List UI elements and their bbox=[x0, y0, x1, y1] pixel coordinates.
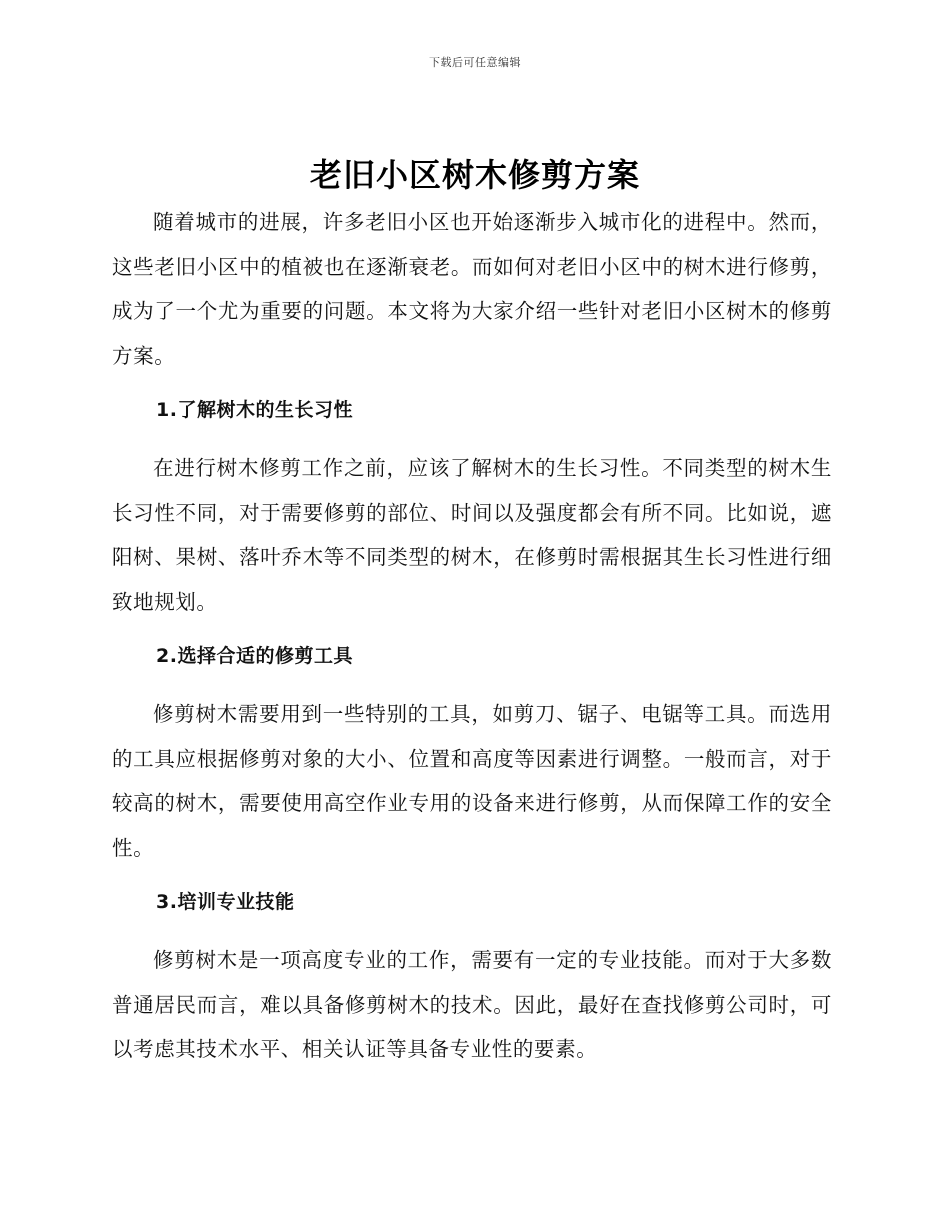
intro-paragraph: 随着城市的进展，许多老旧小区也开始逐渐步入城市化的进程中。然而，这些老旧小区中的植被也在逐渐衰老。而如何对老旧小区中的树木进行修剪，成为了一个尤为重要的问题。本文将为大家介绍一些针对老旧小区树木的修剪方案。 bbox=[112, 210, 832, 368]
section-body-1: 在进行树木修剪工作之前，应该了解树木的生长习性。不同类型的树木生长习性不同，对于需要修剪的部位、时间以及强度都会有所不同。比如说，遮阳树、果树、落叶乔木等不同类型的树木，在修剪时需根据其生长习性进行细致地规划。 bbox=[112, 456, 832, 614]
document-title: 老旧小区树木修剪方案 bbox=[309, 156, 640, 194]
header-note: 下载后可任意编辑 bbox=[429, 56, 521, 69]
section-heading-3: 3.培训专业技能 bbox=[156, 891, 295, 913]
section-heading-1: 1.了解树木的生长习性 bbox=[156, 399, 353, 421]
section-body-3: 修剪树木是一项高度专业的工作，需要有一定的专业技能。而对于大多数普通居民而言，难以具备修剪树木的技术。因此，最好在查找修剪公司时，可以考虑其技术水平、相关认证等具备专业性的要素。 bbox=[112, 948, 832, 1061]
section-heading-2: 2.选择合适的修剪工具 bbox=[156, 645, 353, 667]
document-body bbox=[112, 200, 832, 1072]
section-body-2: 修剪树木需要用到一些特别的工具，如剪刀、锯子、电锯等工具。而选用的工具应根据修剪对象的大小、位置和高度等因素进行调整。一般而言，对于较高的树木，需要使用高空作业专用的设备来进行修剪，从而保障工作的安全性。 bbox=[112, 702, 832, 860]
